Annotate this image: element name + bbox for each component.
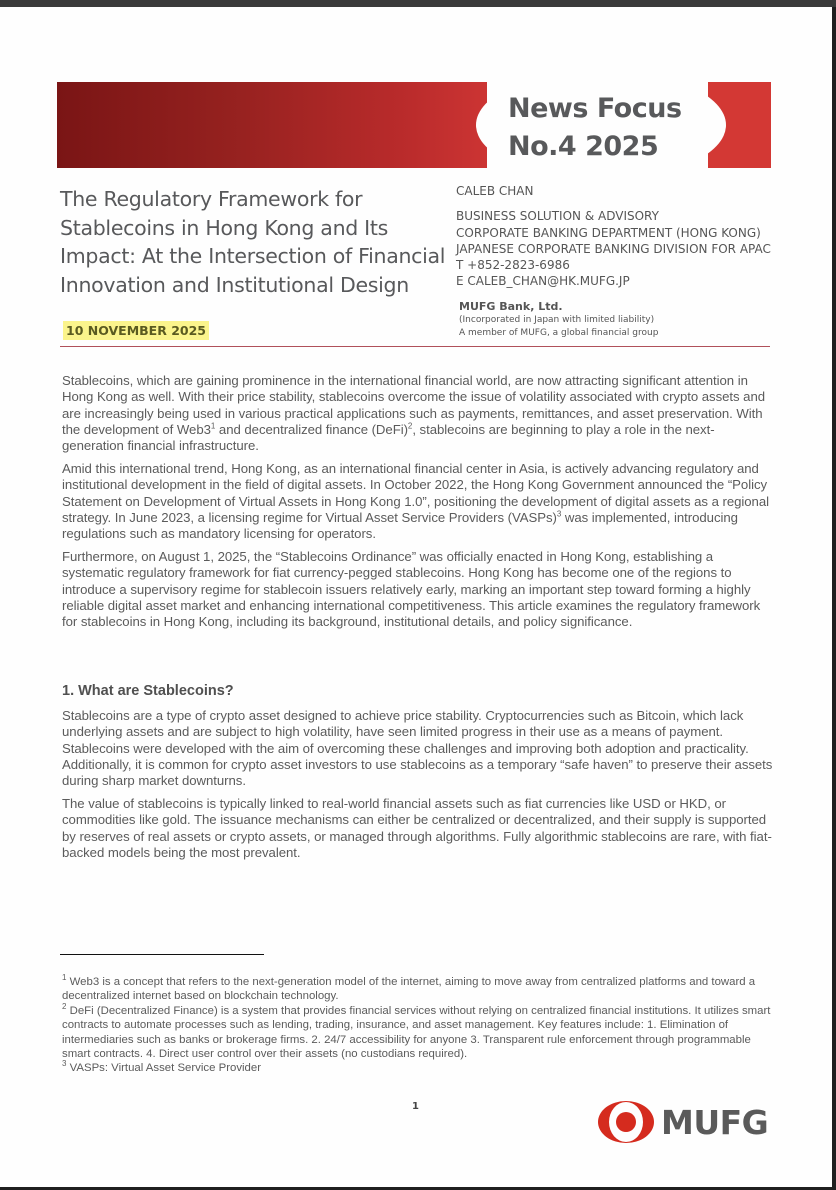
- header-divider: [60, 346, 770, 347]
- intro-paragraph-2: [62, 461, 774, 542]
- document-title: [60, 185, 460, 299]
- viewer-top-bar: [0, 0, 836, 7]
- title-line: The Regulatory Framework for: [60, 187, 363, 211]
- footnote-ref-1[interactable]: 1: [210, 421, 216, 431]
- mufg-ring-icon: [597, 1100, 655, 1144]
- footnote-number: 1: [62, 973, 67, 983]
- series-name: News Focus: [508, 93, 682, 124]
- footnote-number: 2: [62, 1002, 67, 1012]
- title-line: Innovation and Institutional Design: [60, 272, 409, 297]
- author-phone: T +852-2823-6986: [456, 258, 570, 273]
- footnote-text: VASPs: Virtual Asset Service Provider: [66, 1062, 262, 1075]
- title-line: Impact: At the Intersection of Financial: [60, 244, 446, 268]
- text-run: was implemented, introducing regulations such as mandatory licensing for operators.: [62, 509, 738, 542]
- footnote-2: [62, 1004, 774, 1062]
- author-block: [456, 183, 771, 290]
- page-number: 1: [412, 1101, 419, 1112]
- intro-paragraph-3: Furthermore, on August 1, 2025, the “Stablecoins Ordinance” was officially enacted in Hong Kong, establishing a systematic regulatory framework for fiat currency-pegged stablecoins. Hong Kong has become one of the regions to introduce a supervisory regime for stablecoin issuers relatively early, marking an important step toward forming a highly reliable digital asset market and enhancing international competitiveness. This article examines the regulatory framework for stablecoins in Hong Kong, including its background, institutional details, and policy significance.: [62, 549, 761, 630]
- author-name: CALEB CHAN: [456, 184, 534, 198]
- series-label: [508, 90, 682, 166]
- text-run: and decentralized finance (DeFi): [215, 421, 408, 437]
- text-run: Stablecoins, which are gaining prominence in the international financial world, are now attracting significant attention in Hong Kong as well. With their price stability, stablecoins overcome the issue of volatility associated with crypto assets and are increasingly being used in various practical applications such as payments, remittances, and asset preservation. With the development of Web3: [62, 373, 766, 437]
- footnote-ref-3[interactable]: 3: [556, 509, 562, 519]
- author-division: BUSINESS SOLUTION & ADVISORY: [456, 209, 659, 224]
- title-line: Stablecoins in Hong Kong and Its: [60, 215, 389, 240]
- footnote-1: [62, 975, 774, 1004]
- series-issue: No.4 2025: [508, 131, 659, 162]
- logo-wordmark: MUFG: [661, 1102, 769, 1142]
- footnote-3: [62, 1061, 774, 1075]
- intro-paragraph-1: [62, 373, 774, 454]
- header-banner-gradient: [57, 82, 487, 168]
- text-run: Amid this international trend, Hong Kong, as an international financial center in Asia, is actively advancing regulatory and institutional development in the field of digital assets. In October 2022, the Hong Kong Government announced the “Policy Statement on Development of Virtual Assets in Hong Kong 1.0”, positioning the development of digital assets as a regional strategy. In June 2023, a licensing regime for Virtual Asset Service Providers (VASPs): [62, 461, 769, 525]
- publication-date: 10 NOVEMBER 2025: [63, 321, 209, 340]
- bank-membership: A member of MUFG, a global financial group: [459, 328, 659, 338]
- author-division-apac: JAPANESE CORPORATE BANKING DIVISION FOR APAC: [456, 241, 771, 256]
- footnote-ref-2[interactable]: 2: [407, 421, 413, 431]
- footnote-separator: [60, 954, 264, 955]
- footnote-text: DeFi (Decentralized Finance) is a system that provides financial services without relying on centralized financial institutions. It utilizes smart contracts to automate processes such as lending, trading, insurance, and asset management. Key features include: 1. Elimination of intermediaries such as banks or brokerage firms. 2. 24/7 accessibility for anyone 3. Transparent rule enforcement through programmable smart contracts. 4. Direct user control over their assets (no custodians required).: [62, 1004, 771, 1061]
- author-department: CORPORATE BANKING DEPARTMENT (HONG KONG): [456, 225, 761, 240]
- author-email[interactable]: E CALEB_CHAN@HK.MUFG.JP: [456, 274, 630, 289]
- text-run: , stablecoins are beginning to play a role in the next-generation financial infrastructure.: [62, 421, 715, 454]
- section1-paragraph-1: Stablecoins are a type of crypto asset designed to achieve price stability. Cryptocurrencies such as Bitcoin, which lack underlying assets and are subject to high volatility, have seen limited progress in their use as a means of payment. Stablecoins were developed with the aim of overcoming these challenges and improving both adoption and practicality. Additionally, it is common for crypto asset investors to use stablecoins as a temporary “safe haven” to preserve their assets during sharp market downturns.: [62, 708, 773, 789]
- bank-incorporation: (Incorporated in Japan with limited liability): [459, 315, 655, 325]
- mufg-logo: [597, 1100, 768, 1144]
- section1-paragraph-2: The value of stablecoins is typically linked to real-world financial assets such as fiat currencies like USD or HKD, or commodities like gold. The issuance mechanisms can either be centralized or decentralized, and their supply is supported by reserves of real assets or crypto assets, or managed through algorithms. Fully algorithmic stablecoins are rare, with fiat-backed models being the most prevalent.: [62, 796, 772, 860]
- bank-info: [459, 300, 658, 340]
- bank-name: MUFG Bank, Ltd.: [459, 300, 563, 313]
- footnote-number: 3: [62, 1059, 67, 1069]
- section-heading: 1. What are Stablecoins?: [62, 683, 234, 699]
- footnote-text: Web3 is a concept that refers to the next-generation model of the internet, aiming to move away from centralized platforms and toward a decentralized internet based on blockchain technology.: [62, 976, 756, 1003]
- footnotes: [62, 975, 774, 1076]
